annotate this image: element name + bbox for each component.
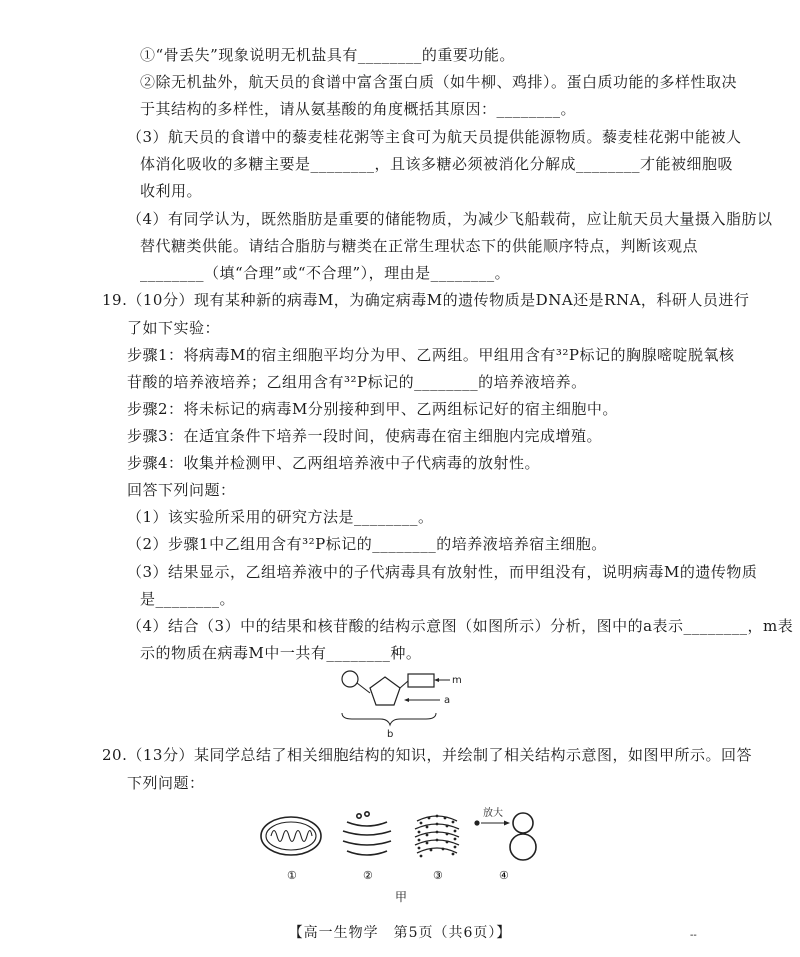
- figure-label-2: ②: [363, 869, 373, 882]
- figure-label-4: ④: [499, 869, 509, 882]
- q19-line-13: （4）结合（3）中的结果和核苷酸的结构示意图（如图所示）分析，图中的a表示________，m表: [127, 617, 794, 635]
- corner-mark: --: [690, 930, 697, 941]
- label-a: a: [444, 695, 451, 706]
- figure-caption: 甲: [395, 890, 408, 904]
- brace-b: [342, 713, 436, 725]
- q19-line-12: 是________。: [140, 590, 236, 608]
- mitochondrion-structure: [261, 817, 321, 855]
- centriole-dot: [474, 820, 479, 825]
- q19-line-7: 步骤4：收集并检测甲、乙两组培养液中子代病毒的放射性。: [127, 454, 541, 472]
- q18-line-5: 体消化吸收的多糖主要是________，且该多糖必须被消化分解成________才能被细胞吸: [140, 155, 734, 173]
- q18-line-8: 替代糖类供能。请结合脂肪与糖类在正常生理状态下的供能顺序特点，判断该观点: [140, 237, 699, 255]
- q19-line-14: 示的物质在病毒M中一共有________种。: [140, 644, 422, 662]
- q18-line-7: （4）有同学认为，既然脂肪是重要的储能物质，为减少飞船载荷，应让航天员大量摄入脂肪以: [127, 210, 773, 228]
- q19-line-2: 了如下实验：: [127, 319, 221, 337]
- q20-line-2: 下列问题：: [127, 774, 205, 792]
- q18-line-9: ________（填“合理”或“不合理”），理由是________。: [140, 264, 511, 282]
- q19-line-1: 19.（10分）现有某种新的病毒M，为确定病毒M的遗传物质是DNA还是RNA，科研人员进行: [102, 291, 750, 309]
- q19-line-5: 步骤2：将未标记的病毒M分别接种到甲、乙两组标记好的宿主细胞中。: [127, 400, 618, 418]
- q18-line-1: ①“骨丢失”现象说明无机盐具有________的重要功能。: [140, 46, 515, 64]
- label-m: m: [452, 675, 462, 686]
- q18-line-6: 收利用。: [140, 182, 203, 200]
- q19-line-11: （3）结果显示，乙组培养液中的子代病毒具有放射性，而甲组没有，说明病毒M的遗传物质: [127, 563, 758, 581]
- cell-structures-figure: [255, 803, 550, 888]
- q19-line-10: （2）步骤1中乙组用含有³²P标记的________的培养液培养宿主细胞。: [127, 535, 607, 553]
- centrosome-structure: [510, 813, 536, 860]
- q18-line-3: 于其结构的多样性，请从氨基酸的角度概括其原因：________。: [140, 100, 577, 118]
- q19-line-4: 苷酸的培养液培养；乙组用含有³²P标记的________的培养液培养。: [127, 373, 587, 391]
- figure-label-3: ③: [433, 869, 443, 882]
- base-rectangle: [408, 674, 434, 687]
- q18-line-4: （3）航天员的食谱中的藜麦桂花粥等主食可为航天员提供能源物质。藜麦桂花粥中能被人: [127, 128, 742, 146]
- nucleotide-diagram: [330, 663, 480, 741]
- golgi-structure: [343, 812, 391, 855]
- zoom-label: 放大: [483, 808, 503, 819]
- q19-line-9: （1）该实验所采用的研究方法是________。: [127, 508, 434, 526]
- q20-line-1: 20.（13分）某同学总结了相关细胞结构的知识，并绘制了相关结构示意图，如图甲所示。回答: [102, 746, 752, 764]
- pentose-pentagon: [370, 677, 400, 705]
- q19-line-6: 步骤3：在适宜条件下培养一段时间，使病毒在宿主细胞内完成增殖。: [127, 427, 603, 445]
- phosphate-circle: [342, 671, 358, 687]
- q18-line-2: ②除无机盐外，航天员的食谱中富含蛋白质（如牛柳、鸡排）。蛋白质功能的多样性取决: [140, 73, 738, 91]
- arrow-right-icon: [504, 821, 510, 826]
- label-b: b: [387, 729, 394, 740]
- figure-label-1: ①: [287, 869, 297, 882]
- q19-line-3: 步骤1：将病毒M的宿主细胞平均分为甲、乙两组。甲组用含有³²P标记的胸腺嘧啶脱氧核: [127, 346, 735, 364]
- page-footer: 【高一生物学 第5页（共6页）】: [288, 925, 512, 941]
- q19-line-8: 回答下列问题：: [127, 481, 236, 499]
- endoplasmic-reticulum-structure: [415, 815, 459, 858]
